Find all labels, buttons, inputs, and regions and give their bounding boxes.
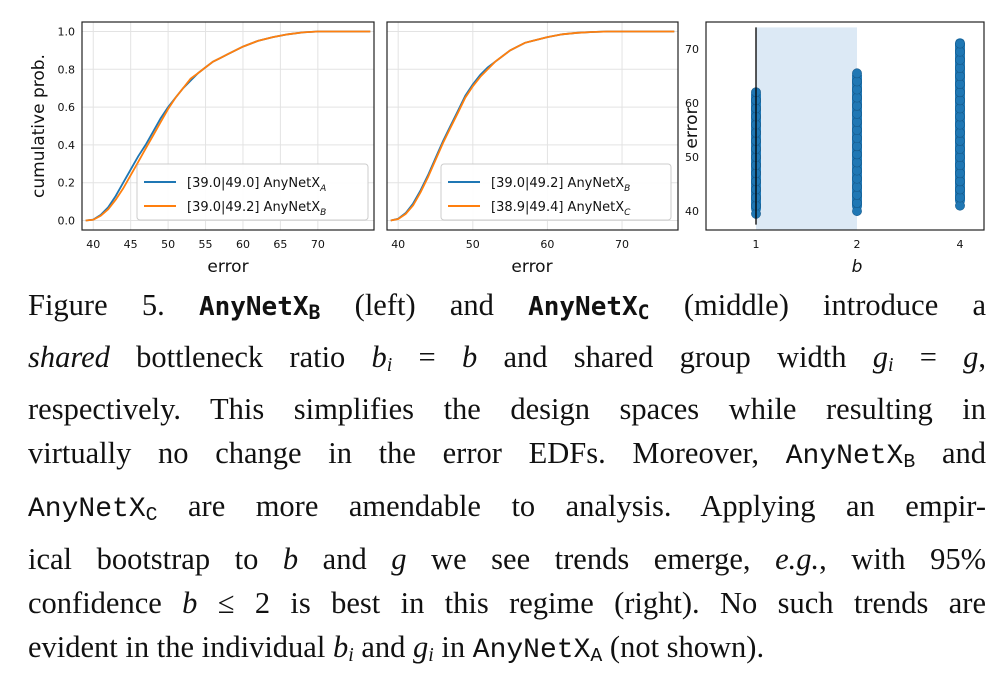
x-tick-label: 50 <box>161 238 176 251</box>
x-tick-label: 60 <box>540 238 555 251</box>
y-tick-label: 0.0 <box>57 214 75 228</box>
left-edf-panel <box>29 22 374 277</box>
y-tick-label: 60 <box>685 97 699 111</box>
scatter-point <box>852 69 861 78</box>
x-tick-label: 55 <box>198 238 213 251</box>
x-tick-label: 70 <box>615 238 630 251</box>
x-tick-label: 1 <box>752 238 760 251</box>
figure-5-panels <box>0 0 999 280</box>
x-tick-label: 65 <box>273 238 288 251</box>
left-x-axis-label: error <box>207 257 249 277</box>
x-tick-label: 40 <box>391 238 406 251</box>
y-tick-label: 0.8 <box>57 63 75 77</box>
left-legend <box>137 164 368 220</box>
right-scatter-panel <box>682 22 984 277</box>
middle-legend-label-a: [39.0|49.2] AnyNetX$_B$ <box>491 176 631 194</box>
caption-line-8: evident in the individual $b_i$ and $g_i$ in AnyNetX$_A$ (not shown). <box>28 629 765 667</box>
x-tick-label: 50 <box>465 238 480 251</box>
caption-line-7: confidence b ≤ 2 is best in this regime (right). No such trends are <box>28 585 987 620</box>
middle-legend-label-b: [38.9|49.4] AnyNetX$_C$ <box>491 200 631 218</box>
caption-line-2: shared bottleneck ratio $b_i = b$ and shared group width $g_i = g$, <box>28 339 986 376</box>
y-tick-label: 40 <box>685 205 699 219</box>
x-tick-label: 2 <box>853 238 861 251</box>
y-tick-label: 70 <box>685 43 699 57</box>
left-y-axis-label: cumulative prob. <box>29 54 49 198</box>
left-legend-label-b: [39.0|49.2] AnyNetX$_B$ <box>187 200 327 218</box>
figure-caption <box>28 283 986 678</box>
middle-edf-panel <box>387 22 678 277</box>
x-tick-label: 40 <box>86 238 101 251</box>
right-x-axis-label: b <box>851 257 863 277</box>
middle-legend <box>441 164 671 220</box>
left-legend-label-a: [39.0|49.0] AnyNetX$_A$ <box>187 176 327 194</box>
y-tick-label: 0.2 <box>57 176 75 190</box>
caption-line-6: ical bootstrap to b and g we see trends emerge, e.g., with 95% <box>28 541 986 576</box>
y-tick-label: 1.0 <box>57 25 75 39</box>
right-y-axis-label: error <box>682 107 702 149</box>
middle-x-axis-label: error <box>511 257 553 277</box>
b-shaded-band <box>756 27 857 230</box>
y-tick-label: 0.4 <box>57 138 75 152</box>
caption-line-1: Figure 5. AnyNetX$_B$ (left) and AnyNetX$_C$ (middle) introduce a <box>28 288 986 324</box>
y-tick-label: 0.6 <box>57 101 75 115</box>
caption-line-4: virtually no change in the error EDFs. Moreover, AnyNetX$_B$ and <box>28 435 986 473</box>
x-tick-label: 45 <box>123 238 138 251</box>
x-tick-label: 4 <box>956 238 964 251</box>
y-tick-label: 50 <box>685 151 699 165</box>
scatter-point <box>955 39 964 48</box>
caption-line-3: respectively. This simplifies the design spaces while resulting in <box>28 391 986 426</box>
caption-line-5: AnyNetX$_C$ are more amendable to analysis. Applying an empir- <box>28 488 986 526</box>
x-tick-label: 60 <box>235 238 250 251</box>
x-tick-label: 70 <box>310 238 325 251</box>
